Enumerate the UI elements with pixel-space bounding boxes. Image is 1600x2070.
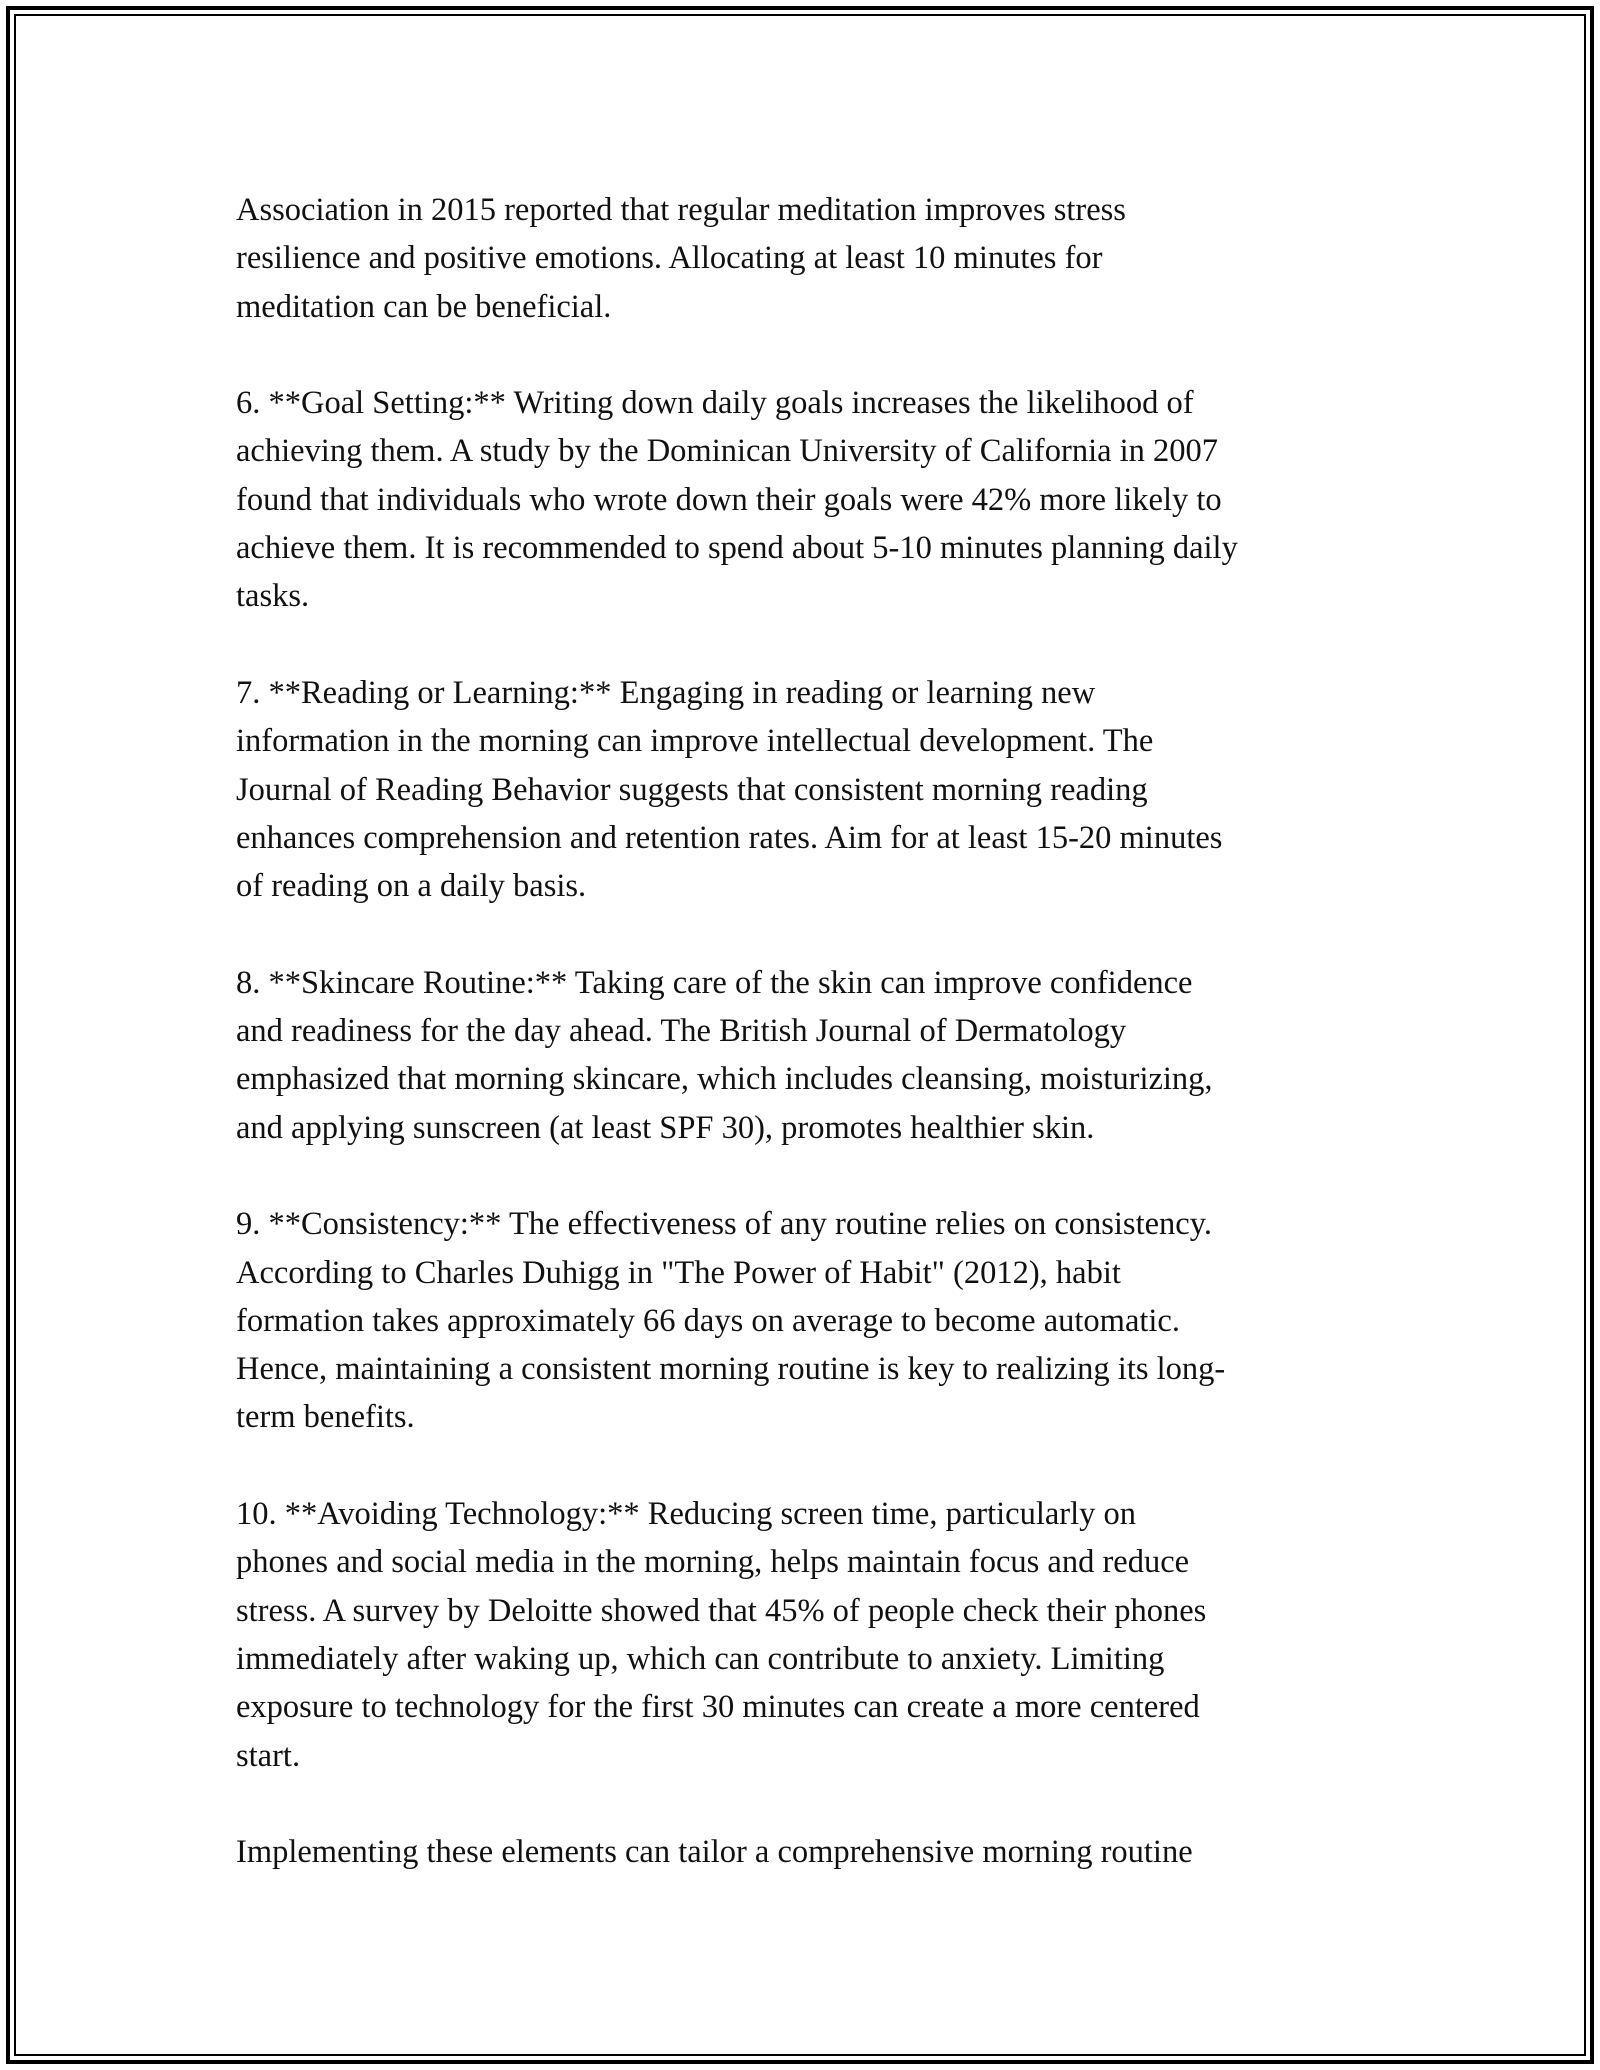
document-body — [236, 186, 1376, 1876]
paragraph-conclusion: Implementing these elements can tailor a comprehensive morning routine — [236, 1834, 1193, 1871]
paragraph-goal-setting: 6. **Goal Setting:** Writing down daily goals increases the likelihood of achieving them. A study by the Dominican University of California in 2007 found that individuals who wrote down their goals were 42% more likely to achieve them. It is recommended to spend about 5-10 minutes planning daily tasks. — [236, 385, 1238, 615]
paragraph-avoiding-technology: 10. **Avoiding Technology:** Reducing screen time, particularly on phones and social media in the morning, helps maintain focus and reduce stress. A survey by Deloitte showed that 45% of people check their phones immediately after waking up, which can contribute to anxiety. Limiting exposure to technology for the first 30 minutes can create a more centered start. — [236, 1496, 1207, 1774]
paragraph-skincare-routine: 8. **Skincare Routine:** Taking care of the skin can improve confidence and readiness for the day ahead. The British Journal of Dermatology emphasized that morning skincare, which includes cleansing, moisturizing, and applying sunscreen (at least SPF 30), promotes healthier skin. — [236, 964, 1213, 1146]
paragraph-reading-or-learning: 7. **Reading or Learning:** Engaging in reading or learning new information in the morning can improve intellectual development. The Journal of Reading Behavior suggests that consistent morning reading enhances comprehension and retention rates. Aim for at least 15-20 minutes of reading on a daily basis. — [236, 674, 1223, 905]
paragraph-consistency: 9. **Consistency:** The effectiveness of any routine relies on consistency. According to Charles Duhigg in "The Power of Habit" (2012), habit formation takes approximately 66 days on average to become automatic. Hence, maintaining a consistent morning routine is key to realizing its long- term benefits. — [236, 1206, 1226, 1436]
paragraph-meditation-continued: Association in 2015 reported that regular meditation improves stress resilience and positive emotions. Allocating at least 10 minutes for meditation can be beneficial. — [236, 192, 1126, 325]
